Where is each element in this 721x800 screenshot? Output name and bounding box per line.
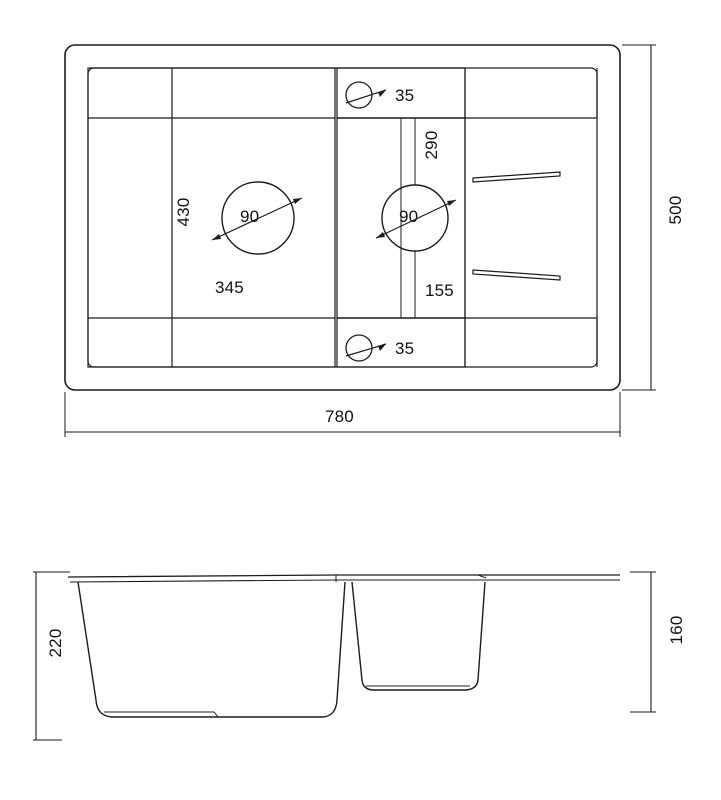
label-tap-hole-top: 35 xyxy=(395,86,415,105)
front-view-geometry xyxy=(33,572,656,740)
label-overall-depth: 500 xyxy=(666,195,685,225)
label-main-bowl-length: 430 xyxy=(174,197,193,227)
dimension-overall-height xyxy=(622,45,656,390)
label-tap-hole-bottom: 35 xyxy=(395,339,415,358)
label-waste-hole-main: 90 xyxy=(240,207,260,226)
label-small-bowl-depth: 160 xyxy=(667,615,686,645)
label-main-bowl-width: 345 xyxy=(215,278,244,297)
label-overall-width: 780 xyxy=(325,407,354,426)
label-main-bowl-depth: 220 xyxy=(46,628,65,658)
label-waste-hole-small: 90 xyxy=(399,207,419,226)
top-view-geometry xyxy=(65,45,620,390)
label-small-bowl-width: 155 xyxy=(425,281,454,300)
label-small-bowl-length: 290 xyxy=(422,130,441,160)
